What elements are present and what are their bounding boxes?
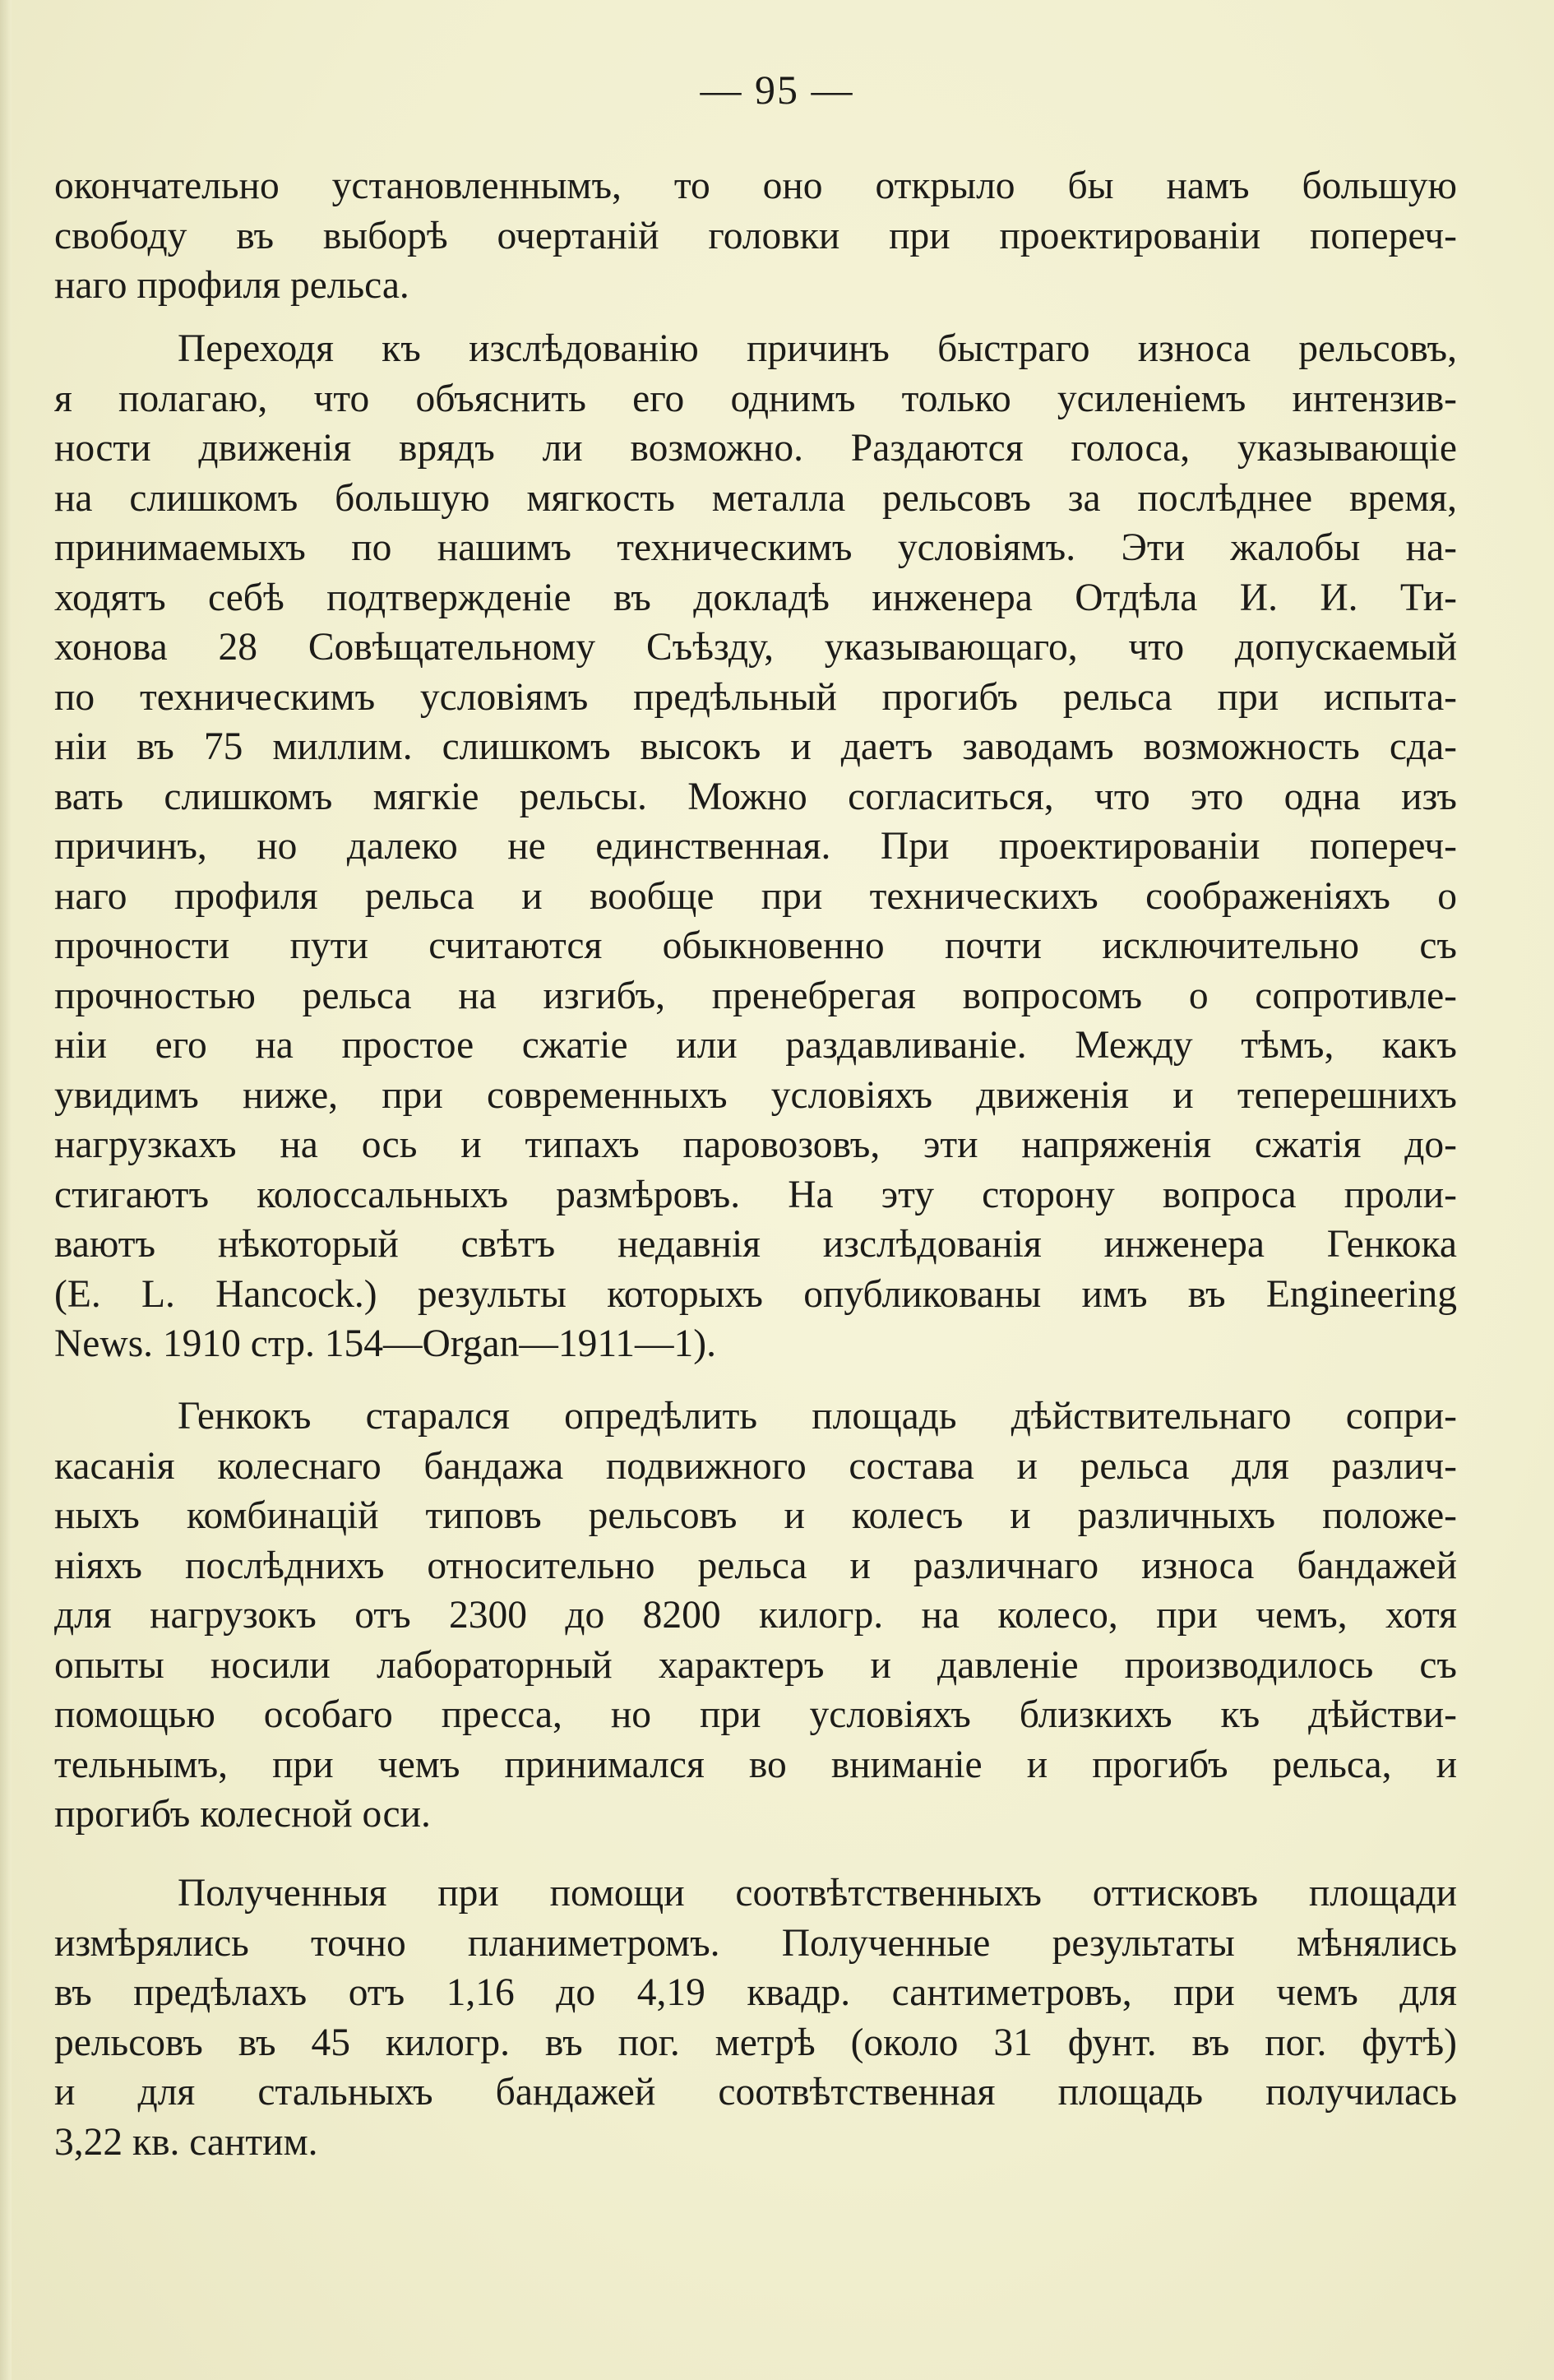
text-line: касанія колеснаго бандажа подвижного состава и рельса для различ- [54,1444,1457,1488]
text-line: свободу въ выборѣ очертаній головки при проектированіи попереч- [54,214,1457,257]
paragraph-3 [54,1391,1457,1840]
text-line: наго профиля рельса. [54,264,409,307]
text-line: ніи въ 75 миллим. слишкомъ высокъ и даетъ заводамъ возможность сда- [54,725,1457,768]
text-line: измѣрялись точно планиметромъ. Полученные результаты мѣнялись [54,1921,1457,1965]
text-line: хонова 28 Совѣщательному Съѣзду, указывающаго, что допускаемый [54,626,1457,669]
text-line: ности движенія врядъ ли возможно. Раздаются голоса, указывающіе [54,427,1457,470]
text-line: на слишкомъ большую мягкость металла рельсовъ за послѣднее время, [54,476,1457,520]
text-line: я полагаю, что объяснить его однимъ только усиленіемъ интензив- [54,377,1457,420]
paragraph-1 [54,161,1457,311]
text-line: ніяхъ послѣднихъ относительно рельса и различнаго износа бандажей [54,1544,1457,1587]
text-line: наго профиля рельса и вообще при техническихъ соображеніяхъ о [54,874,1457,918]
text-line: нагрузкахъ на ось и типахъ паровозовъ, эти напряженія сжатія до- [54,1123,1457,1166]
text-line: и для стальныхъ бандажей соотвѣтственная площадь получилась [54,2071,1457,2114]
text-line: по техническимъ условіямъ предѣльный прогибъ рельса при испыта- [54,675,1457,719]
text-line: ходятъ себѣ подтвержденіе въ докладѣ инженера Отдѣла И. И. Ти- [54,576,1457,619]
page-edge [0,0,12,2380]
text-line: въ предѣлахъ отъ 1,16 до 4,19 квадр. сантиметровъ, при чемъ для [54,1971,1457,2014]
text-line: Переходя къ изслѣдованію причинъ быстраго износа рельсовъ, [178,327,1457,370]
text-line: опыты носили лабораторный характеръ и давленіе производилось съ [54,1643,1457,1687]
text-line: ныхъ комбинацій типовъ рельсовъ и колесъ и различныхъ положе- [54,1494,1457,1537]
paragraph-4 [54,1868,1457,2167]
text-line: 3,22 кв. сантим. [54,2120,318,2164]
paragraph-2 [54,324,1457,1369]
text-line: принимаемыхъ по нашимъ техническимъ условіямъ. Эти жалобы на- [54,526,1457,569]
text-line: вать слишкомъ мягкіе рельсы. Можно согласиться, что это одна изъ [54,775,1457,818]
text-line: прочности пути считаются обыкновенно почти исключительно съ [54,924,1457,967]
text-line: News. 1910 стр. 154—Organ—1911—1). [54,1322,716,1365]
text-line: прочностью рельса на изгибъ, пренебрегая вопросомъ о сопротивле- [54,974,1457,1017]
text-line: для нагрузокъ отъ 2300 до 8200 килогр. на колесо, при чемъ, хотя [54,1594,1457,1637]
text-line: помощью особаго пресса, но при условіяхъ близкихъ къ дѣйстви- [54,1693,1457,1736]
text-line: окончательно установленнымъ, то оно открыло бы намъ большую [54,164,1457,207]
text-line: Генкокъ старался опредѣлить площадь дѣйствительнаго сопри- [178,1395,1457,1438]
text-line: ніи его на простое сжатіе или раздавливаніе. Между тѣмъ, какъ [54,1024,1457,1067]
text-line: рельсовъ въ 45 килогр. въ пог. метрѣ (около 31 фунт. въ пог. футѣ) [54,2021,1457,2064]
text-line: ваютъ нѣкоторый свѣтъ недавнія изслѣдованія инженера Генкока [54,1223,1457,1266]
page-number: — 95 — [700,67,854,113]
text-line: прогибъ колесной оси. [54,1793,431,1836]
text-line: тельнымъ, при чемъ принимался во вниманіе и прогибъ рельса, и [54,1743,1457,1786]
text-line: Полученныя при помощи соотвѣтственныхъ оттисковъ площади [178,1872,1457,1915]
text-line: (E. L. Hancock.) результы которыхъ опубликованы имъ въ Engineering [54,1272,1457,1316]
text-line: стигаютъ колоссальныхъ размѣровъ. На эту сторону вопроса проли- [54,1173,1457,1216]
text-line: причинъ, но далеко не единственная. При проектированіи попереч- [54,825,1457,868]
text-line: увидимъ ниже, при современныхъ условіяхъ движенія и теперешнихъ [54,1073,1457,1117]
